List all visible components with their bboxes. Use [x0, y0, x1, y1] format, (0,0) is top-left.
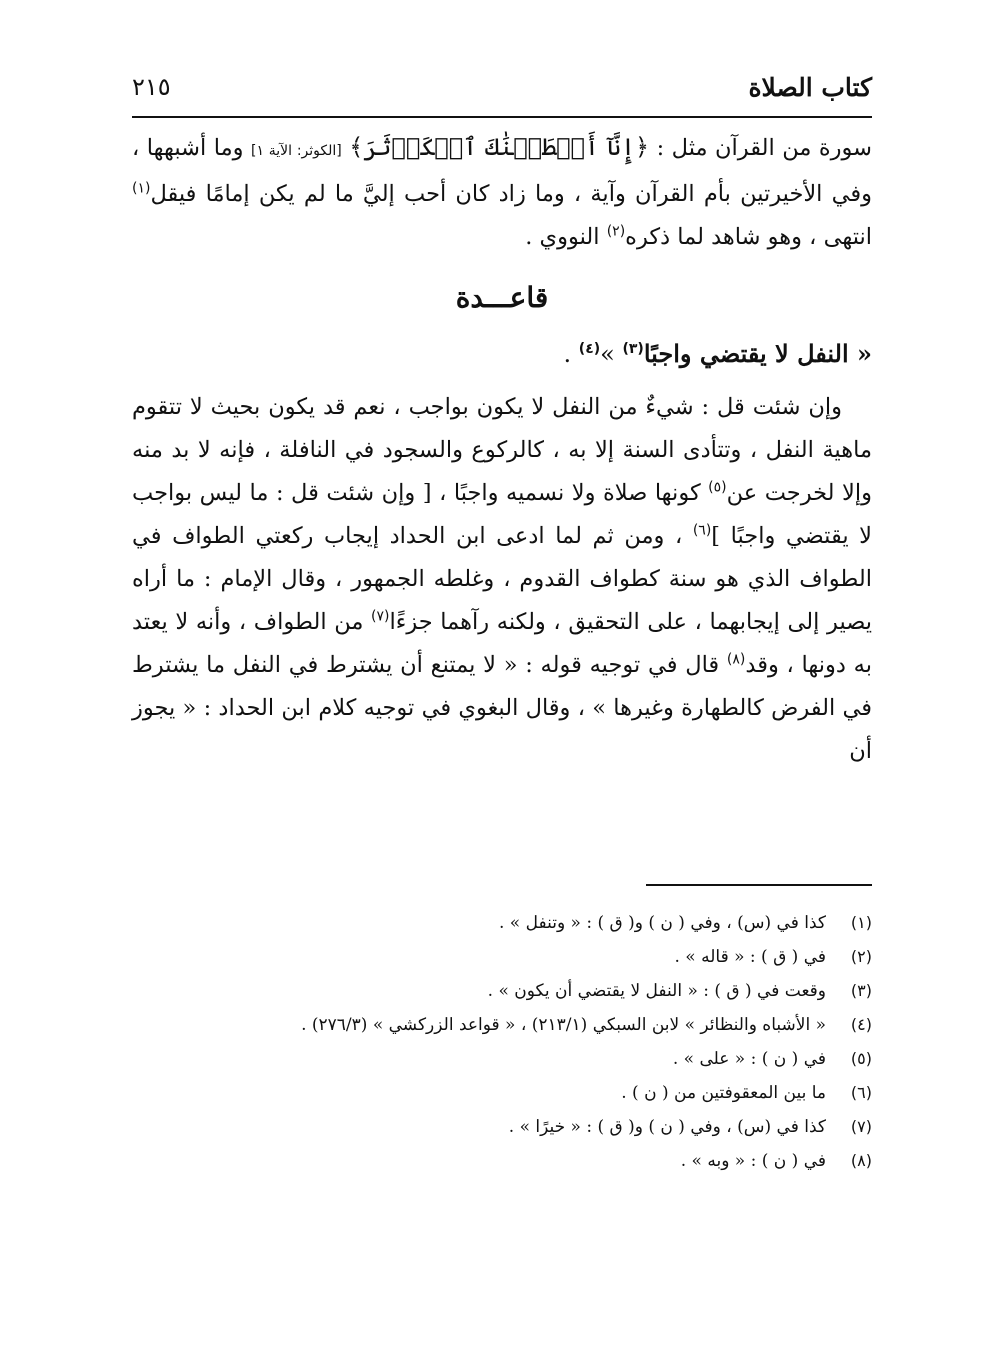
main-text-part4: من الطواف ، وأنه لا يعتد به دونها ، وقد: [132, 609, 872, 678]
footnote-item: [132, 1076, 872, 1110]
quran-verse: ﴿إِنَّآ أَعۡطَيۡنَٰكَ ٱلۡكَوۡثَرَ﴾: [349, 133, 650, 161]
footnote-number: (٢): [850, 947, 872, 966]
footnote-text: كذا في (س) ، وفي ( ن ) و( ق ) : « خيرًا » .: [508, 1117, 826, 1137]
footnote-marker-1[interactable]: (١): [132, 180, 151, 197]
footnote-number: (٥): [850, 1049, 872, 1068]
footnote-marker-3[interactable]: (٣): [622, 341, 644, 357]
footnote-marker-5[interactable]: (٥): [708, 479, 727, 496]
intro-text-part3: النووي .: [525, 224, 607, 250]
rule-statement: [132, 332, 872, 376]
footnote-item: [132, 940, 872, 974]
footnote-marker-6[interactable]: (٦): [692, 522, 712, 539]
footnote-text: في ( ق ) : « قاله » .: [674, 947, 826, 967]
footnote-text: وقعت في ( ق ) : « النفل لا يقتضي أن يكون » .: [487, 981, 826, 1001]
footnotes-list: [132, 906, 872, 1178]
footnote-number: (٣): [850, 981, 872, 1000]
header-divider: [132, 116, 872, 118]
running-header: [132, 58, 872, 116]
main-paragraph: [132, 386, 872, 773]
page-number: ٢١٥: [132, 73, 171, 101]
footnote-number: (٨): [850, 1151, 872, 1170]
rule-close-quote: »: [600, 340, 623, 368]
main-text-part3: ، ومن ثم لما ادعى ابن الحداد إيجاب ركعتي الطواف في الطواف الذي هو سنة كطواف القدوم ، وغلطه الجمهور ، وقال الإمام : ما أراه يصير إلى إيجابهما ، على التحقيق ، ولكنه رآهما جزءًا: [132, 523, 873, 635]
footnote-number: (٤): [850, 1015, 872, 1034]
footnote-item: [132, 974, 872, 1008]
footnote-text: في ( ن ) : « على » .: [672, 1049, 826, 1069]
intro-text-part2: انتهى ، وهو شاهد لما ذكره: [625, 224, 872, 250]
footnote-text: ما بين المعقوفتين من ( ن ) .: [621, 1083, 826, 1103]
footnote-item: [132, 1110, 872, 1144]
quran-reference: [الكوثر: الآية ١]: [250, 143, 342, 159]
footnote-text: في ( ن ) : « وبه » .: [680, 1151, 826, 1171]
rule-end-period: .: [563, 340, 579, 368]
intro-text-middle: وما أشبهها ، وفي الأخيرتين بأم القرآن وآية ، وما زاد كان أحب إليَّ ما لم يكن إمامًا فيقل: [132, 135, 872, 207]
main-text-part1: وإن شئت قل : شيءٌ من النفل لا يكون بواجب ، نعم قد يكون بحيث لا تتقوم ماهية النفل ، وتتأدى السنة إلا به ، كالركوع والسجود في النافلة ، فإنه لا بد منه وإلا لخرجت عن: [132, 394, 872, 506]
footnote-divider: [646, 884, 872, 886]
footnote-marker-7[interactable]: (٧): [371, 608, 390, 625]
book-page: [132, 58, 872, 1318]
footnote-item: [132, 1144, 872, 1178]
footnote-item: [132, 1008, 872, 1042]
footnote-number: (٦): [850, 1083, 872, 1102]
footnote-item: [132, 1042, 872, 1076]
rule-text: « النفل لا يقتضي واجبًا: [643, 339, 872, 368]
section-heading: قاعـــدة: [455, 281, 549, 314]
footnote-number: (٧): [850, 1117, 872, 1136]
footnote-marker-8[interactable]: (٨): [726, 651, 746, 668]
footnote-text: كذا في (س) ، وفي ( ن ) و( ق ) : « وتنفل » .: [499, 913, 826, 933]
footnote-marker-2[interactable]: (٢): [606, 223, 626, 240]
book-title: كتاب الصلاة: [748, 72, 872, 102]
intro-text-start: سورة من القرآن مثل :: [649, 135, 872, 161]
footnote-marker-4[interactable]: (٤): [578, 341, 601, 357]
footnote-number: (١): [850, 913, 872, 932]
intro-paragraph: [132, 126, 872, 259]
footnote-item: [132, 906, 872, 940]
main-text-part2: كونها صلاة ولا نسميه واجبًا ، [ وإن شئت قل : ما ليس بواجب لا يقتضي واجبًا ]: [132, 480, 873, 549]
footnote-text: « الأشباه والنظائر » لابن السبكي (٢١٣/١) ، « قواعد الزركشي » (٢٧٦/٣) .: [301, 1015, 826, 1035]
main-text-part5: قال في توجيه قوله : « لا يمتنع أن يشترط في النفل ما يشترط في الفرض كالطهارة وغيرها » ، وقال البغوي في توجيه كلام ابن الحداد : « يجوز أن: [132, 652, 872, 764]
